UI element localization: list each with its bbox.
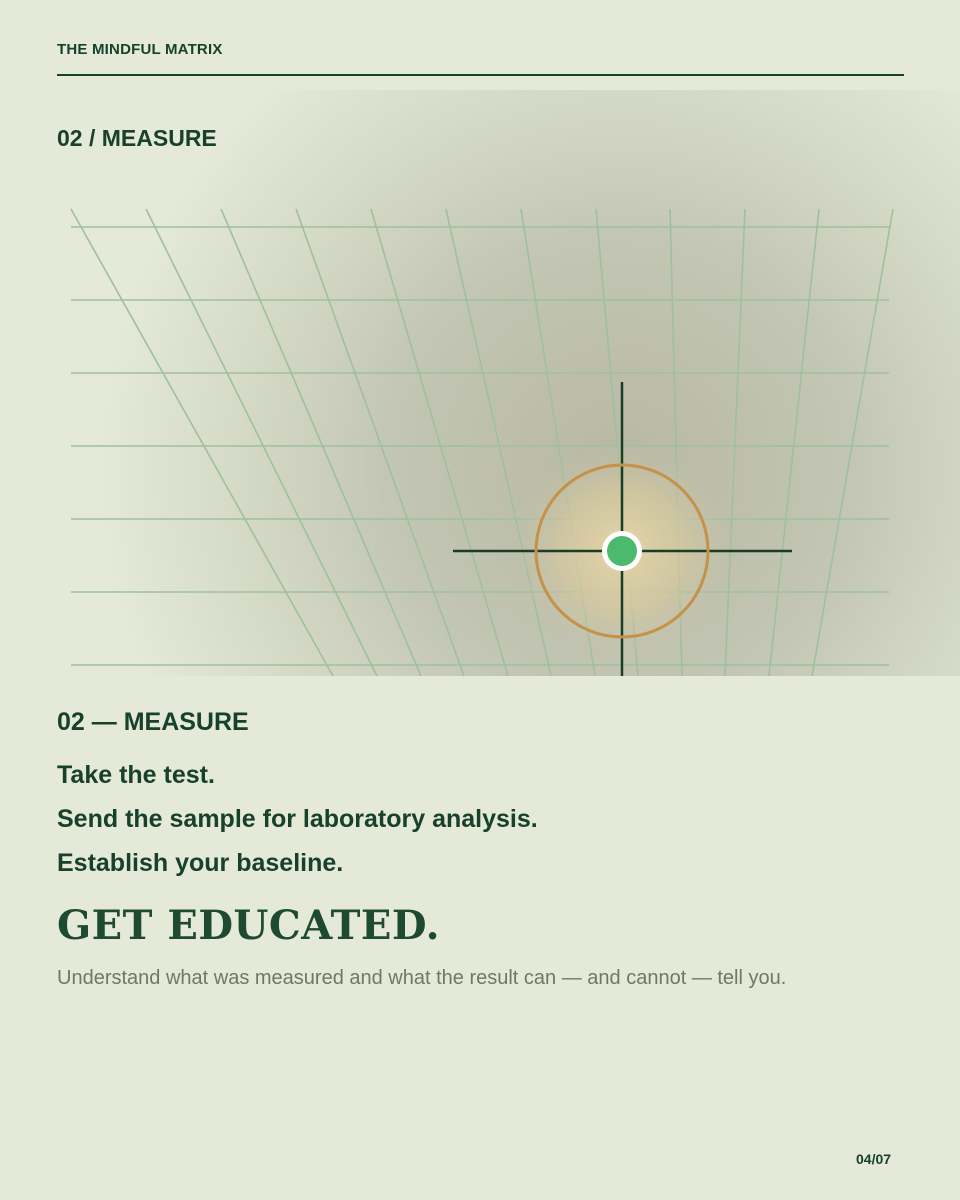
brand-title: THE MINDFUL MATRIX	[57, 41, 223, 58]
subtext: Understand what was measured and what the result can — and cannot — tell you.	[57, 967, 787, 989]
step-item: Take the test.	[57, 761, 215, 789]
hero-illustration	[0, 90, 960, 676]
header-rule	[57, 74, 904, 76]
grid-illustration	[0, 90, 960, 676]
section-label-top: 02 / MEASURE	[57, 125, 217, 151]
section-title: 02 — MEASURE	[57, 708, 249, 736]
step-item: Establish your baseline.	[57, 849, 344, 877]
step-item: Send the sample for laboratory analysis.	[57, 805, 538, 833]
steps-list	[57, 760, 538, 892]
headline: GET EDUCATED.	[57, 902, 441, 949]
page-indicator: 04/07	[856, 1151, 892, 1167]
